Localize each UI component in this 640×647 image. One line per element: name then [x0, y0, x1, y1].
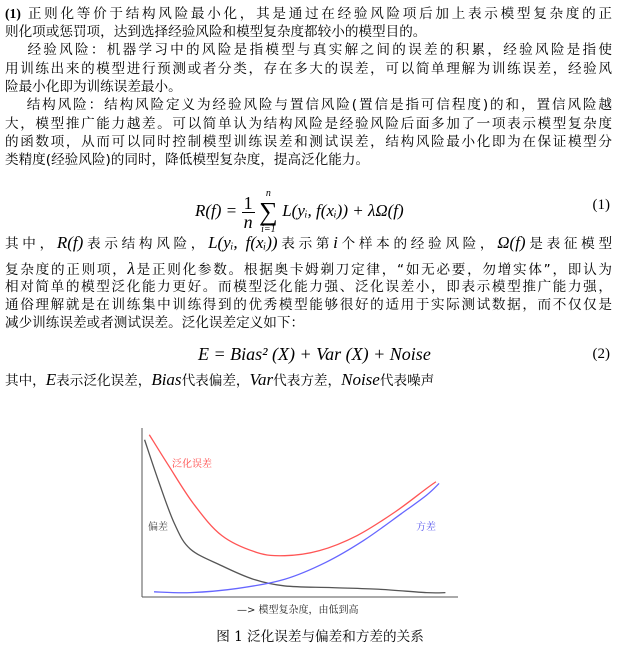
- series-line-variance: [154, 483, 439, 592]
- paragraph2-line: [5, 78, 612, 96]
- text-run: 表示结构风险，: [83, 236, 209, 252]
- math-symbol: Var: [249, 370, 274, 389]
- paragraph5-line: [5, 371, 612, 390]
- math-symbol: Noise: [341, 370, 380, 389]
- text-run: 类精度(经验风险)的同时，降低模型复杂度，提高泛化能力。: [5, 152, 370, 168]
- text-run: 代表方差，: [273, 373, 342, 389]
- text-run: 是正则化参数。根据奥卡姆剃刀定律，“如无必要，勿增实体”，即认为: [134, 262, 612, 278]
- eq1-denominator: n: [243, 211, 253, 232]
- label-generalization-error: 泛化误差: [172, 459, 212, 470]
- text-run: 复杂度的正则项，: [5, 262, 128, 278]
- text-run: 减少训练误差或者测试误差。泛化误差定义如下：: [5, 315, 305, 331]
- label-variance: 方差: [416, 522, 436, 533]
- paragraph4-line: [5, 234, 612, 253]
- figure-caption: 图 1 泛化误差与偏差和方差的关系: [216, 629, 424, 645]
- paragraph1-line: [5, 5, 612, 23]
- text-run: 代表噪声: [379, 373, 435, 389]
- equation-1: [195, 188, 404, 236]
- math-symbol: R(f): [56, 233, 84, 252]
- paragraph4-line: [5, 278, 612, 296]
- eq1-sum-top: n: [265, 188, 271, 199]
- paragraph2-line: [5, 41, 612, 59]
- paragraph3-line: [5, 133, 612, 151]
- text-run: 相对简单的模型泛化能力更好。而模型泛化能力强、泛化误差小，即表示模型推广能力强，: [5, 279, 612, 295]
- eq1-lhs: R(f) =: [195, 201, 238, 221]
- text-run: 表示泛化误差，: [56, 373, 152, 389]
- paragraph4-line: [5, 296, 612, 314]
- x-axis-label: —> 模型复杂度，由低到高: [237, 605, 359, 616]
- paragraph3-line: [5, 96, 612, 114]
- eq1-numerator: 1: [243, 192, 253, 213]
- equation-2: E = Bias² (X) + Var (X) + Noise: [198, 344, 431, 364]
- text-run: 结构风险：结构风险定义为经验风险与置信风险(置信是指可信程度)的和，置信风险越: [5, 97, 612, 113]
- math-symbol: i: [333, 233, 338, 252]
- text-run: 通俗理解就是在训练集中训练得到的优秀模型能够很好的适用于实际测试数据，而不仅仅是: [5, 297, 612, 313]
- eq1-summation: n ∑ i=1: [259, 188, 278, 235]
- text-run: 其中，: [5, 236, 57, 252]
- text-run: 大，模型推广能力越差。可以简单认为结构风险是经验风险后面多加了一项表示模型复杂度: [5, 116, 612, 132]
- math-symbol: L(yᵢ, f(xᵢ)): [208, 233, 278, 252]
- label-bias: 偏差: [148, 522, 168, 533]
- paragraph3-line: [5, 115, 612, 133]
- bias-variance-chart: [0, 420, 640, 620]
- text-run: 是表征模型: [525, 236, 613, 252]
- paragraph4-line: [5, 314, 612, 332]
- text-run: 表示第: [277, 236, 334, 252]
- paragraph2-line: [5, 60, 612, 78]
- eq2-number: (2): [592, 346, 610, 362]
- paragraph1-line: [5, 23, 612, 41]
- math-symbol: Ω(f): [497, 233, 526, 252]
- paragraph3-line: [5, 151, 612, 169]
- text-run: 险最小化即为训练误差最小。: [5, 79, 182, 95]
- eq1-number: (1): [592, 197, 610, 213]
- eq1-sum-bottom: i=1: [261, 224, 276, 235]
- eq1-rhs: L(yᵢ, f(xᵢ)) + λΩ(f): [282, 201, 404, 221]
- math-symbol: Bias: [151, 370, 182, 389]
- text-run: 其中，: [5, 373, 46, 389]
- text-run: 代表偏差，: [181, 373, 250, 389]
- text-run: 个样本的经验风险，: [337, 236, 498, 252]
- series-line-generalization-error: [149, 435, 436, 556]
- eq1-fraction: [242, 194, 255, 231]
- text-run: 则化项或惩罚项，达到选择经验风险和模型复杂度都较小的模型目的。: [5, 24, 427, 40]
- text-run: 用训练出来的模型进行预测或者分类，存在多大的误差，可以简单理解为训练误差，经验风: [5, 61, 612, 77]
- text-run: 的函数项，从而可以同时控制模型训练误差和测试误差，结构风险最小化即为在保证模型分: [5, 134, 612, 150]
- math-symbol: E: [45, 370, 57, 389]
- item-number: (1): [5, 6, 21, 21]
- text-run: 经验风险：机器学习中的风险是指模型与真实解之间的误差的积累，经验风险是指使: [5, 42, 612, 58]
- math-symbol: λ: [127, 259, 135, 278]
- text-run: 正则化等价于结构风险最小化，其是通过在经验风险项后加上表示模型复杂度的正: [20, 6, 612, 22]
- paragraph4-line: [5, 260, 612, 279]
